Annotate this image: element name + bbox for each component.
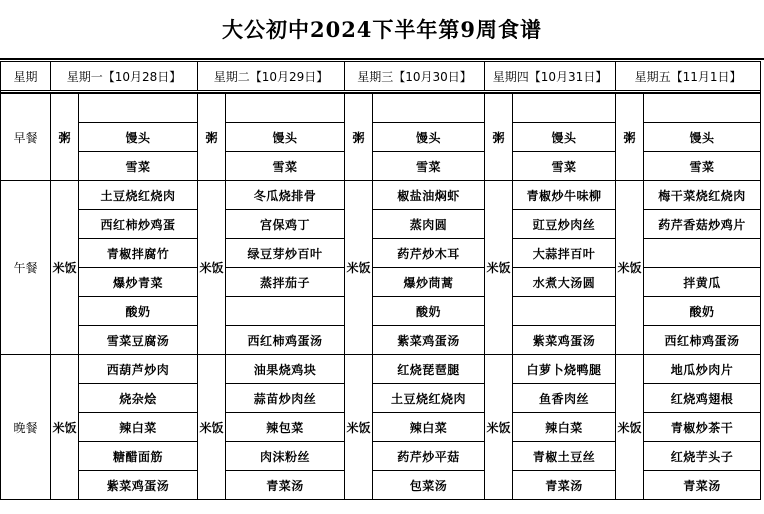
dish-cell: 蒜苗炒肉丝 bbox=[226, 384, 345, 413]
meal-row bbox=[1, 93, 761, 123]
dish-cell: 西葫芦炒肉 bbox=[79, 355, 198, 384]
staple-food: 粥 bbox=[198, 93, 226, 181]
meal-row bbox=[1, 152, 761, 181]
meal-row bbox=[1, 355, 761, 384]
staple-food: 米饭 bbox=[345, 355, 373, 500]
meal-row bbox=[1, 123, 761, 152]
dish-cell: 地瓜炒肉片 bbox=[644, 355, 761, 384]
dish-cell: 豇豆炒肉丝 bbox=[513, 210, 616, 239]
dish-cell: 白萝卜烧鸭腿 bbox=[513, 355, 616, 384]
staple-food: 粥 bbox=[485, 93, 513, 181]
meal-label: 午餐 bbox=[1, 181, 51, 355]
page-title: 大公初中2024下半年第9周食谱 bbox=[221, 17, 543, 42]
dish-cell: 雪菜 bbox=[226, 152, 345, 181]
staple-food: 米饭 bbox=[485, 355, 513, 500]
day-header: 星期一【10月28日】 bbox=[51, 62, 198, 91]
day-header: 星期三【10月30日】 bbox=[345, 62, 485, 91]
staple-food: 米饭 bbox=[198, 181, 226, 355]
dish-cell: 红烧鸡翅根 bbox=[644, 384, 761, 413]
dish-cell: 雪菜 bbox=[373, 152, 485, 181]
dish-cell: 酸奶 bbox=[79, 297, 198, 326]
dish-cell: 爆炒茼蒿 bbox=[373, 268, 485, 297]
meal-row bbox=[1, 268, 761, 297]
dish-cell bbox=[513, 93, 616, 123]
dish-cell: 水煮大汤圆 bbox=[513, 268, 616, 297]
meal-row bbox=[1, 471, 761, 500]
dish-cell: 油果烧鸡块 bbox=[226, 355, 345, 384]
dish-cell bbox=[373, 93, 485, 123]
dish-cell: 肉沫粉丝 bbox=[226, 442, 345, 471]
menu-table bbox=[0, 61, 761, 500]
staple-food: 粥 bbox=[616, 93, 644, 181]
dish-cell bbox=[644, 93, 761, 123]
dish-cell: 青菜汤 bbox=[226, 471, 345, 500]
dish-cell: 酸奶 bbox=[373, 297, 485, 326]
dish-cell: 冬瓜烧排骨 bbox=[226, 181, 345, 210]
dish-cell: 宫保鸡丁 bbox=[226, 210, 345, 239]
dish-cell: 青椒炒牛味柳 bbox=[513, 181, 616, 210]
dish-cell: 鱼香肉丝 bbox=[513, 384, 616, 413]
day-header: 星期五【11月1日】 bbox=[616, 62, 761, 91]
meal-row bbox=[1, 413, 761, 442]
meal-label: 早餐 bbox=[1, 93, 51, 181]
staple-food: 米饭 bbox=[198, 355, 226, 500]
dish-cell: 土豆烧红烧肉 bbox=[79, 181, 198, 210]
dish-cell: 馒头 bbox=[644, 123, 761, 152]
meal-row bbox=[1, 181, 761, 210]
dish-cell: 蒸肉圆 bbox=[373, 210, 485, 239]
dish-cell: 绿豆芽炒百叶 bbox=[226, 239, 345, 268]
dish-cell: 青菜汤 bbox=[644, 471, 761, 500]
dish-cell: 蒸拌茄子 bbox=[226, 268, 345, 297]
staple-food: 粥 bbox=[51, 93, 79, 181]
dish-cell: 紫菜鸡蛋汤 bbox=[513, 326, 616, 355]
meal-row bbox=[1, 210, 761, 239]
staple-food: 米饭 bbox=[345, 181, 373, 355]
dish-cell: 土豆烧红烧肉 bbox=[373, 384, 485, 413]
staple-food: 米饭 bbox=[616, 355, 644, 500]
dish-cell: 梅干菜烧红烧肉 bbox=[644, 181, 761, 210]
dish-cell: 爆炒青菜 bbox=[79, 268, 198, 297]
meal-row bbox=[1, 239, 761, 268]
meal-row bbox=[1, 297, 761, 326]
dish-cell: 红烧琵琶腿 bbox=[373, 355, 485, 384]
dish-cell: 雪菜 bbox=[644, 152, 761, 181]
dish-cell: 青椒拌腐竹 bbox=[79, 239, 198, 268]
dish-cell bbox=[79, 93, 198, 123]
dish-cell: 青椒炒茶干 bbox=[644, 413, 761, 442]
dish-cell bbox=[644, 239, 761, 268]
meal-row bbox=[1, 384, 761, 413]
meal-label: 晚餐 bbox=[1, 355, 51, 500]
dish-cell: 馒头 bbox=[226, 123, 345, 152]
dish-cell: 紫菜鸡蛋汤 bbox=[373, 326, 485, 355]
staple-food: 米饭 bbox=[616, 181, 644, 355]
dish-cell: 椒盐油焖虾 bbox=[373, 181, 485, 210]
header-row bbox=[1, 62, 761, 91]
dish-cell: 药芹炒木耳 bbox=[373, 239, 485, 268]
dish-cell: 辣包菜 bbox=[226, 413, 345, 442]
dish-cell: 雪菜豆腐汤 bbox=[79, 326, 198, 355]
dish-cell: 大蒜拌百叶 bbox=[513, 239, 616, 268]
dish-cell: 馒头 bbox=[513, 123, 616, 152]
dish-cell bbox=[226, 93, 345, 123]
dish-cell: 馒头 bbox=[79, 123, 198, 152]
dish-cell: 青菜汤 bbox=[513, 471, 616, 500]
staple-food: 粥 bbox=[345, 93, 373, 181]
dish-cell: 烧杂烩 bbox=[79, 384, 198, 413]
dish-cell: 拌黄瓜 bbox=[644, 268, 761, 297]
dish-cell: 辣白菜 bbox=[513, 413, 616, 442]
dish-cell: 西红柿鸡蛋汤 bbox=[644, 326, 761, 355]
day-header: 星期四【10月31日】 bbox=[485, 62, 616, 91]
staple-food: 米饭 bbox=[51, 181, 79, 355]
staple-food: 米饭 bbox=[51, 355, 79, 500]
dish-cell bbox=[226, 297, 345, 326]
staple-food: 米饭 bbox=[485, 181, 513, 355]
dish-cell bbox=[513, 297, 616, 326]
dish-cell: 青椒土豆丝 bbox=[513, 442, 616, 471]
dish-cell: 酸奶 bbox=[644, 297, 761, 326]
title-divider bbox=[0, 58, 764, 60]
dish-cell: 西红柿炒鸡蛋 bbox=[79, 210, 198, 239]
dish-cell: 包菜汤 bbox=[373, 471, 485, 500]
dish-cell: 辣白菜 bbox=[373, 413, 485, 442]
dish-cell: 药芹炒平菇 bbox=[373, 442, 485, 471]
dish-cell: 药芹香菇炒鸡片 bbox=[644, 210, 761, 239]
dish-cell: 紫菜鸡蛋汤 bbox=[79, 471, 198, 500]
dish-cell: 雪菜 bbox=[79, 152, 198, 181]
meal-row bbox=[1, 326, 761, 355]
dish-cell: 糖醋面筋 bbox=[79, 442, 198, 471]
weekday-column-header: 星期 bbox=[1, 62, 51, 91]
dish-cell: 馒头 bbox=[373, 123, 485, 152]
day-header: 星期二【10月29日】 bbox=[198, 62, 345, 91]
dish-cell: 雪菜 bbox=[513, 152, 616, 181]
dish-cell: 西红柿鸡蛋汤 bbox=[226, 326, 345, 355]
meal-row bbox=[1, 442, 761, 471]
dish-cell: 辣白菜 bbox=[79, 413, 198, 442]
dish-cell: 红烧芋头子 bbox=[644, 442, 761, 471]
